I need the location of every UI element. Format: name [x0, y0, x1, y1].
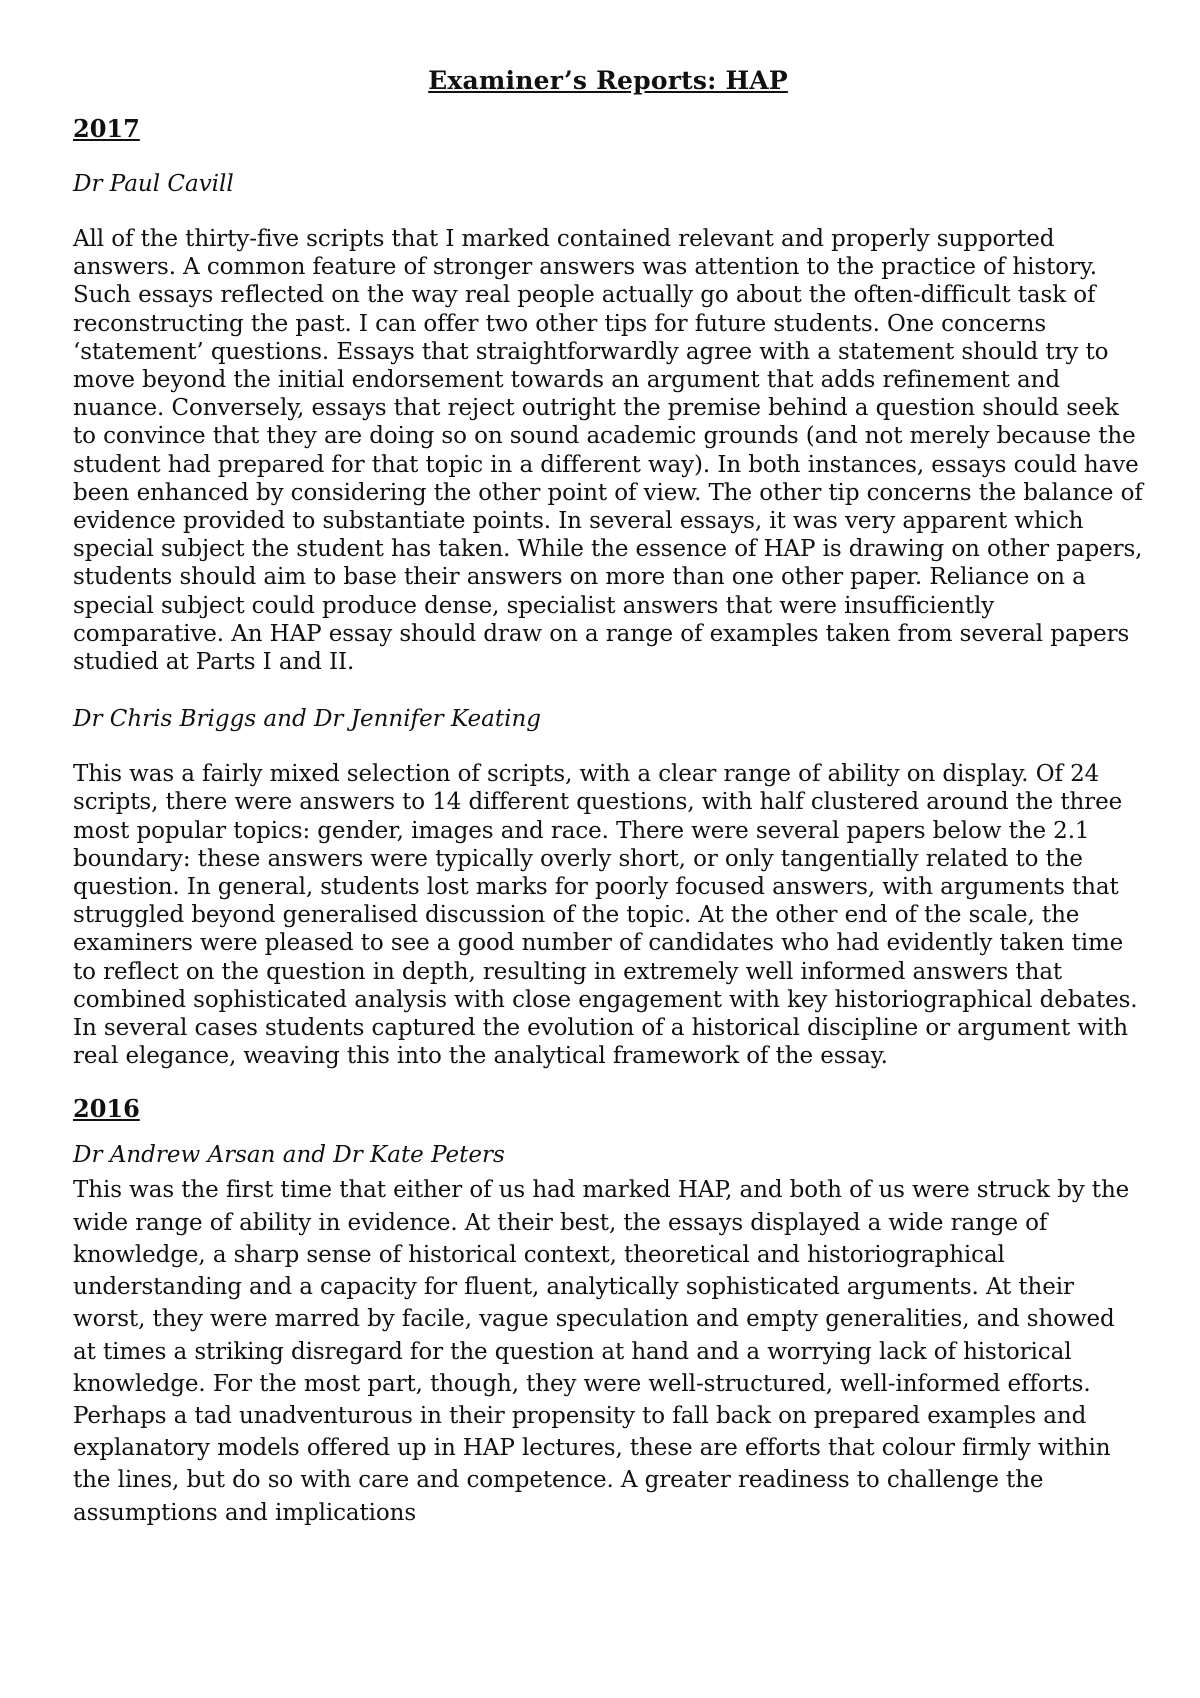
report-body: This was a fairly mixed selection of scripts, with a clear range of ability on display. Of 24 scripts, there were answers to 14 different questions, with half clustered around the three most popular topics: gender, images and race. There were several papers below the 2.1 boundary: these answers were typically overly short, or only tangentially related to the question. In general, students lost marks for poorly focused answers, with arguments that struggled beyond generalised discussion of the topic. At the other end of the scale, the examiners were pleased to see a good number of candidates who had evidently taken time to reflect on the question in depth, resulting in extremely well informed answers that combined sophisticated analysis with close engagement with key historiographical debates. In several cases students captured the evolution of a historical discipline or argument with real elegance, weaving this into the analytical framework of the essay.	[73, 761, 1138, 1070]
section-2017	[73, 114, 1143, 1070]
section-2016	[73, 1094, 1143, 1528]
document-title: Examiner’s Reports: HAP	[428, 66, 788, 95]
year-heading-2016: 2016	[73, 1094, 140, 1124]
report-body: All of the thirty-five scripts that I marked contained relevant and properly supported answers. A common feature of stronger answers was attention to the practice of history. Such essays reflected on the way real people actually go about the often-difficult task of reconstructing the past. I can offer two other tips for future students. One concerns ‘statement’ questions. Essays that straightforwardly agree with a statement should try to move beyond the initial endorsement towards an argument that adds refinement and nuance. Conversely, essays that reject outright the premise behind a question should seek to convince that they are doing so on sound academic grounds (and not merely because the student had prepared for that topic in a different way). In both instances, essays could have been enhanced by considering the other point of view. The other tip concerns the balance of evidence provided to substantiate points. In several essays, it was very apparent which special subject the student has taken. While the essence of HAP is drawing on other papers, students should aim to base their answers on more than one other paper. Reliance on a special subject could produce dense, specialist answers that were insufficiently comparative. An HAP essay should draw on a range of examples taken from several papers studied at Parts I and II.	[73, 226, 1143, 676]
report-author: Dr Chris Briggs and Dr Jennifer Keating	[73, 706, 542, 733]
report-author: Dr Paul Cavill	[73, 171, 234, 197]
document-page	[73, 64, 1143, 1529]
year-heading-2017: 2017	[73, 114, 140, 143]
report-author: Dr Andrew Arsan and Dr Kate Peters	[73, 1142, 505, 1169]
report-body: This was the first time that either of us had marked HAP, and both of us were struck by the wide range of ability in evidence. At their best, the essays displayed a wide range of knowledge, a sharp sense of historical context, theoretical and historiographical understanding and a capacity for fluent, analytically sophisticated arguments. At their worst, they were marred by facile, vague speculation and empty generalities, and showed at times a striking disregard for the question at hand and a worrying lack of historical knowledge. For the most part, though, they were well-structured, well-informed efforts. Perhaps a tad unadventurous in their propensity to fall back on prepared examples and explanatory models offered up in HAP lectures, these are efforts that colour firmly within the lines, but do so with care and competence. A greater readiness to challenge the assumptions and implications	[73, 1177, 1130, 1526]
